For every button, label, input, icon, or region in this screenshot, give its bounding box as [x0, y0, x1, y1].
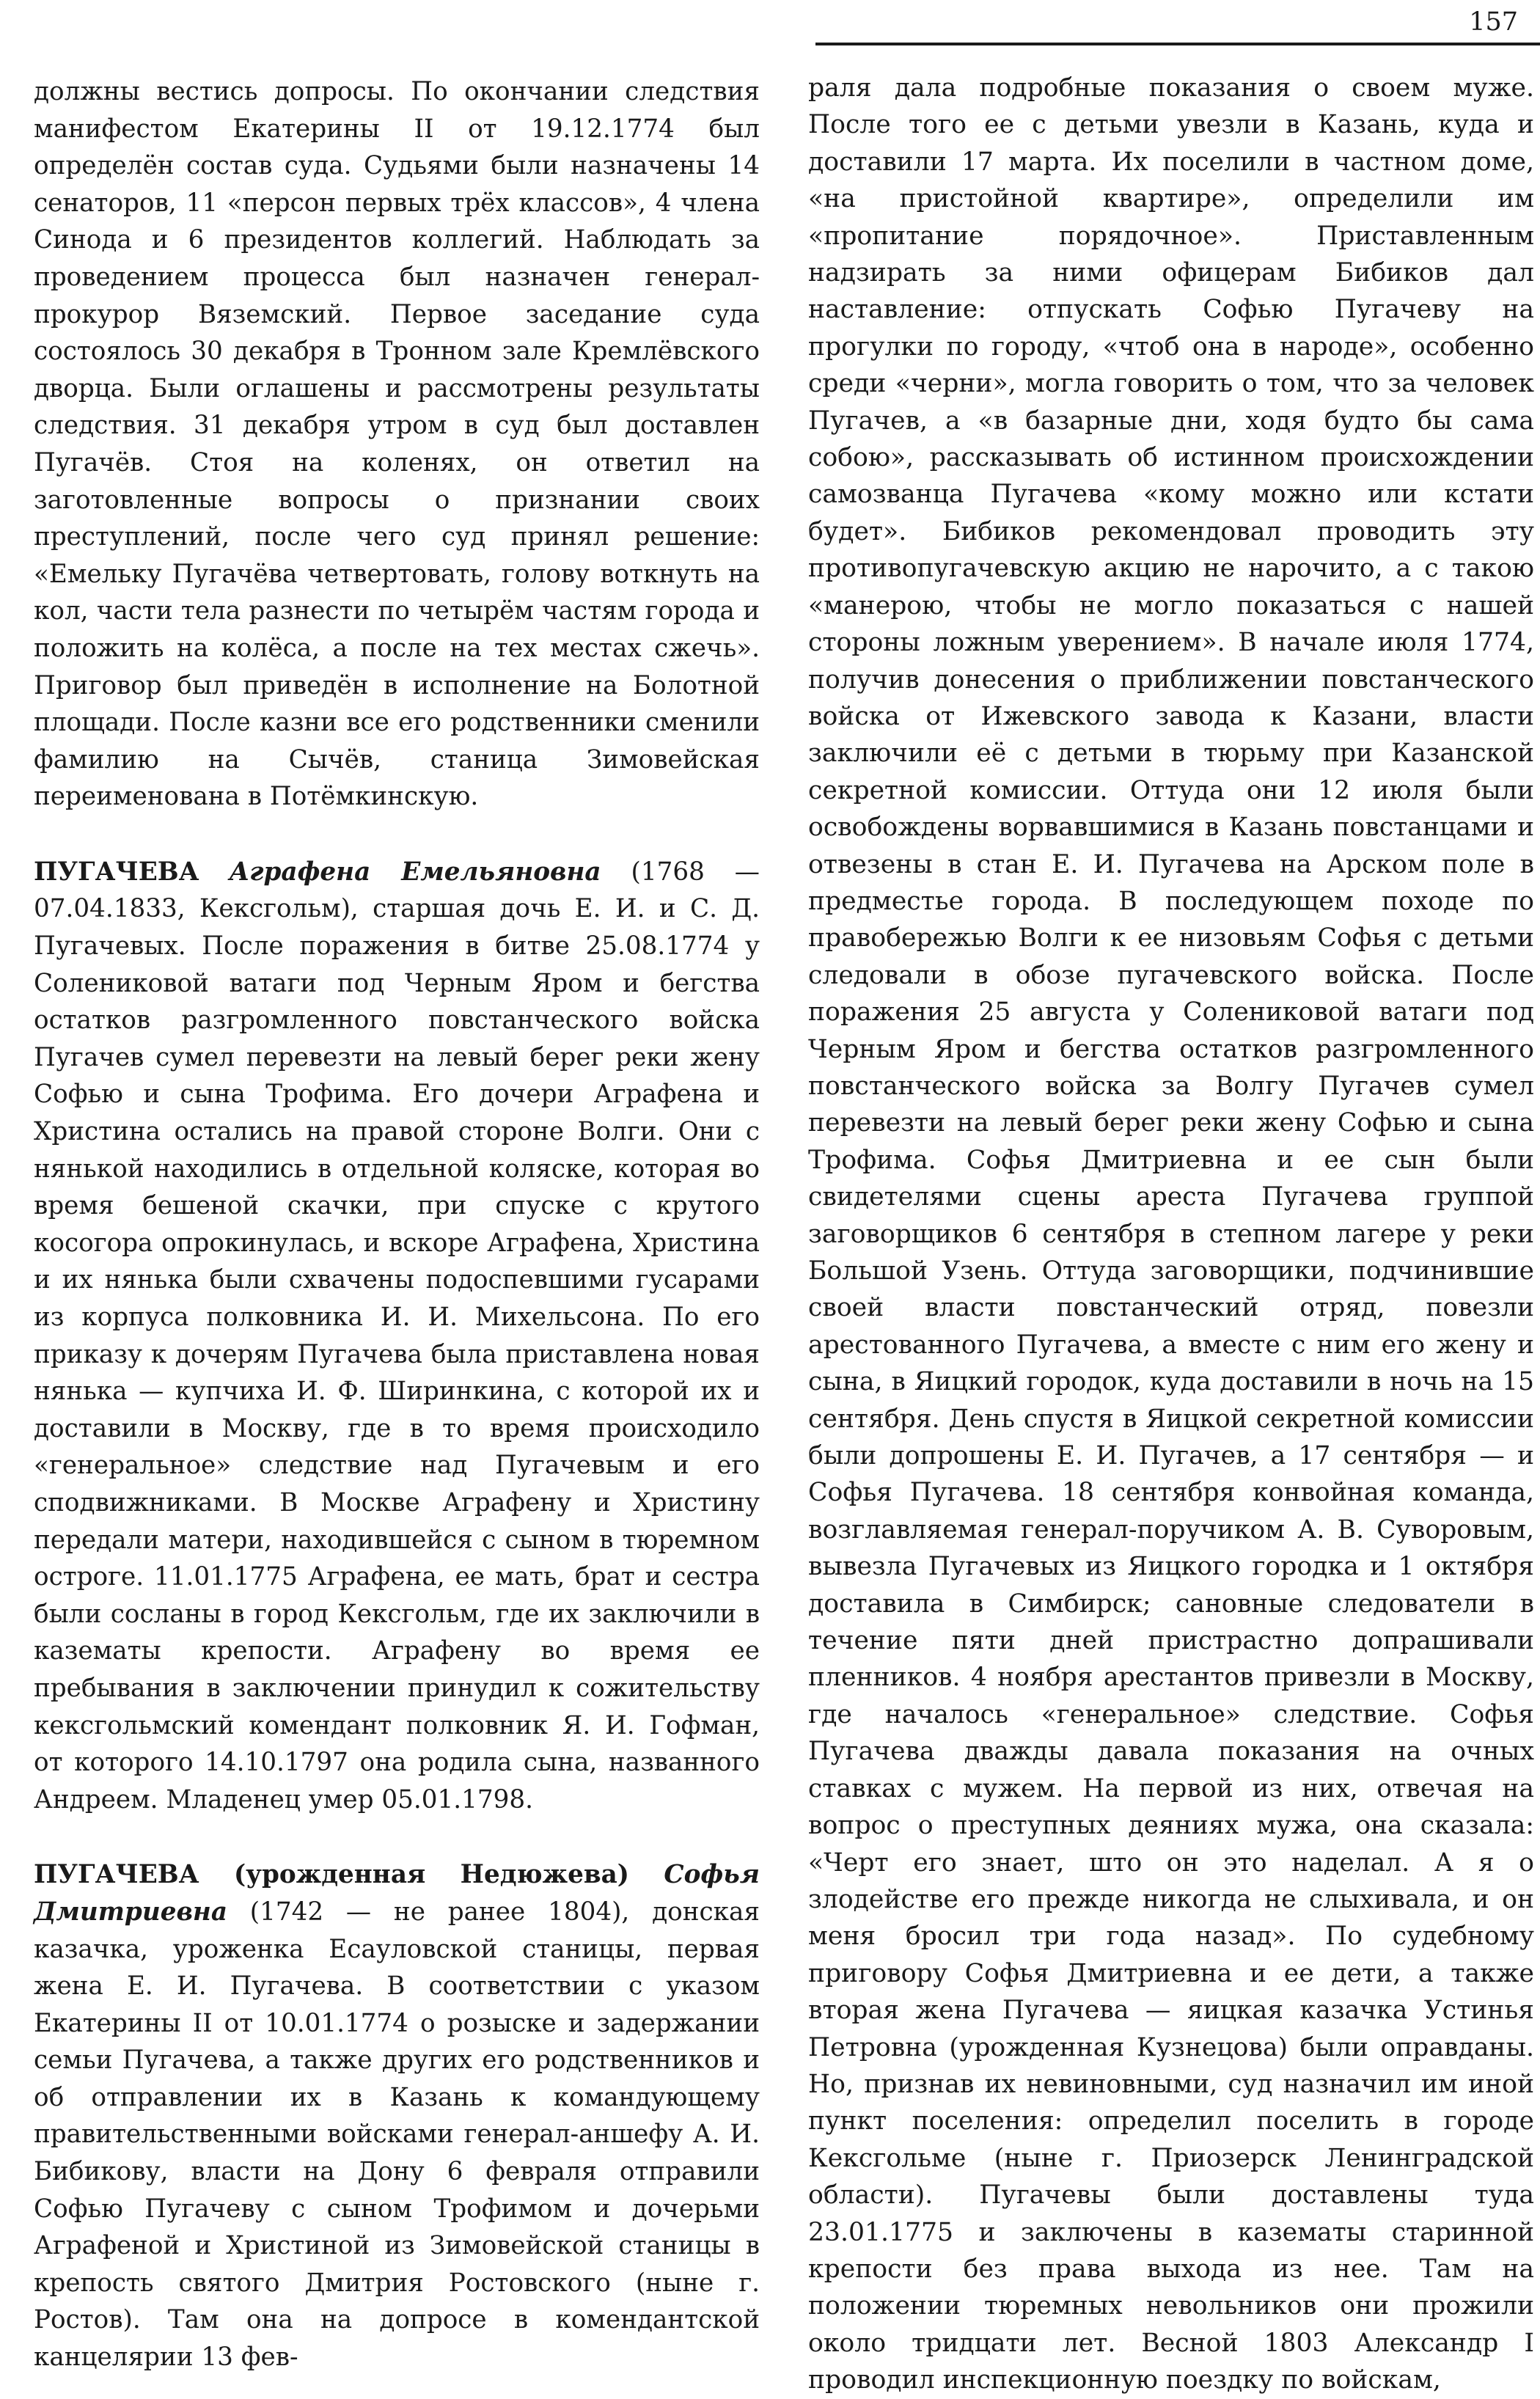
entry-given-names: Аграфена Емельяновна — [229, 857, 601, 887]
left-column — [34, 73, 760, 2376]
entry-headword: ПУГАЧЕВА — [34, 857, 199, 887]
entry-body: (1742 — не ранее 1804), донская казачка, уроженка Есауловской станицы, первая жена Е. И. Пугачева. В соответствии с указом Екатерины II от 10.01.1774 о розыске и задержании семьи Пугачева, а также других его родственников и об отправлении их в Казань к командующему правительственными войсками генерал-аншефу А. И. Бибикову, власти на Дону 6 февраля отправили Софью Пугачеву с сыном Трофимом и дочерьми Аграфеной и Христиной из Зимовейской станицы в крепость святого Дмитрия Ростовского (ныне г. Ростов). Там она на допросе в комендантской канцелярии 13 фев- — [34, 1897, 760, 2373]
continuation-paragraph: раля дала подробные показания о своем муже. После того ее с детьми увезли в Казань, куда и доставили 17 марта. Их поселили в частном доме, «на пристойной квартире», определили им «пропитание порядочное». Приставленным надзирать за ними офицерам Бибиков дал наставление: отпускать Софью Пугачеву на прогулки по городу, «чтоб она в народе», особенно среди «черни», могла говорить о том, что за человек Пугачев, а «в базарные дни, ходя будто бы сама собою», рассказывать об истинном происхождении самозванца Пугачева «кому можно или кстати будет». Бибиков рекомендовал проводить эту противопугачевскую акцию не нарочито, а с такою «манерою, чтобы не могло показаться с нашей стороны ложным уверением». В начале июля 1774, получив донесения о приближении повстанческого войска от Ижевского завода к Казани, власти заключили её с детьми в тюрьму при Казанской секретной комиссии. Оттуда они 12 июля были освобождены ворвавшимися в Казань повстанцами и отвезены в стан Е. И. Пугачева на Арском поле в предместье города. В последующем походе по правобережью Волги к ее низовьям Софья с детьми следовали в обозе пугачевского войска. После поражения 25 августа у Солениковой ватаги под Черным Яром и бегства остатков разгромленного повстанческого войска за Волгу Пугачев сумел перевезти на левый берег реки жену Софью и сына Трофима. Софья Дмитриевна и ее сын были свидетелями сцены ареста Пугачева группой заговорщиков 6 сентября в степном лагере у реки Большой Узень. Оттуда заговорщики, подчинившие своей власти повстанческий отряд, повезли арестованного Пугачева, а вместе с ним его жену и сына, в Яицкий городок, куда доставили в ночь на 15 сентября. День спустя в Яицкой секретной комиссии были допрошены Е. И. Пугачев, а 17 сентября — и Софья Пугачева. 18 сентября конвойная команда, возглавляемая генерал-поручиком А. В. Суворовым, вывезла Пугачевых из Яицкого городка и 1 октября доставила в Симбирск; сановные следователи в течение пяти дней пристрастно допрашивали пленников. 4 ноября арестантов привезли в Москву, где началось «генеральное» следствие. Софья Пугачева дважды давала показания на очных ставках с мужем. На первой из них, отвечая на вопрос о преступных деяниях мужа, она сказала: «Черт его знает, што он это наделал. А я о злодействе его прежде никогда не слыхивала, и он меня бросил три года назад». По судебному приговору Софья Дмитриевна и ее дети, а также вторая жена Пугачева — яицкая казачка Устинья Петровна (урожденная Кузнецова) были оправданы. Но, признав их невиновными, суд назначил им иной пункт поселения: определил поселить в городе Кексгольме (ныне г. Приозерск Ленинградской области). Пугачевы были доставлены туда 23.01.1775 и заключены в казематы старинной крепости без права выхода из нее. Там на положении тюремных невольников они прожили около тридцати лет. Весной 1803 Александр I проводил инспекционную поездку по войскам, — [808, 73, 1534, 2395]
page-number: 157 — [1469, 7, 1518, 37]
entry-headword: ПУГАЧЕВА — [34, 1860, 199, 1890]
header-rule — [815, 43, 1540, 45]
entry-agrafena — [34, 854, 760, 1818]
entry-sofya — [34, 1856, 760, 2376]
right-column — [808, 70, 1534, 2399]
continuation-paragraph: должны вестись допросы. По окончании следствия манифестом Екатерины II от 19.12.1774 был определён состав суда. Судьями были назначены 14 сенаторов, 11 «персон первых трёх классов», 4 члена Синода и 6 президентов коллегий. Наблюдать за проведением процесса был назначен генерал-прокурор Вяземский. Первое заседание суда состоялось 30 декабря в Тронном зале Кремлёвского дворца. Были оглашены и рассмотрены результаты следствия. 31 декабря утром в суд был доставлен Пугачёв. Стоя на коленях, он ответил на заготовленные вопросы о признании своих преступлений, после чего суд принял решение: «Емельку Пугачёва четвертовать, голову воткнуть на кол, части тела разнести по четырём частям города и положить на колёса, а после на тех местах сжечь». Приговор был приведён в исполнение на Болотной площади. После казни все его родственники сменили фамилию на Сычёв, станица Зимовейская переименована в Потёмкинскую. — [34, 77, 760, 812]
entry-body: (1768 — 07.04.1833, Кексгольм), старшая дочь Е. И. и С. Д. Пугачевых. После поражения в битве 25.08.1774 у Солениковой ватаги под Черным Яром и бегства остатков разгромленного повстанческого войска Пугачев сумел перевезти на левый берег реки жену Софью и сына Трофима. Его дочери Аграфена и Христина остались на правой стороне Волги. Они с нянькой находились в отдельной коляске, которая во время бешеной скачки, при спуске с крутого косогора опрокинулась, и вскоре Аграфена, Христина и их нянька были схвачены подоспевшими гусарами из корпуса полковника И. И. Михельсона. По его приказу к дочерям Пугачева была приставлена новая нянька — купчиха И. Ф. Ширинкина, с которой их и доставили в Москву, где в то время происходило «генеральное» следствие над Пугачевым и его сподвижниками. В Москве Аграфену и Христину передали матери, находившейся с сыном в тюремном остроге. 11.01.1775 Аграфена, ее мать, брат и сестра были сосланы в город Кексгольм, где их заключили в казематы крепости. Аграфену во время ее пребывания в заключении принудил к сожительству кексгольмский комендант полковник Я. И. Гофман, от которого 14.10.1797 она родила сына, названного Андреем. Младенец умер 05.01.1798. — [34, 857, 760, 1814]
entry-given-names: Софья Дмитриевна — [34, 1860, 760, 1927]
entry-qualifier: (урожденная Недюжева) — [199, 1860, 664, 1890]
